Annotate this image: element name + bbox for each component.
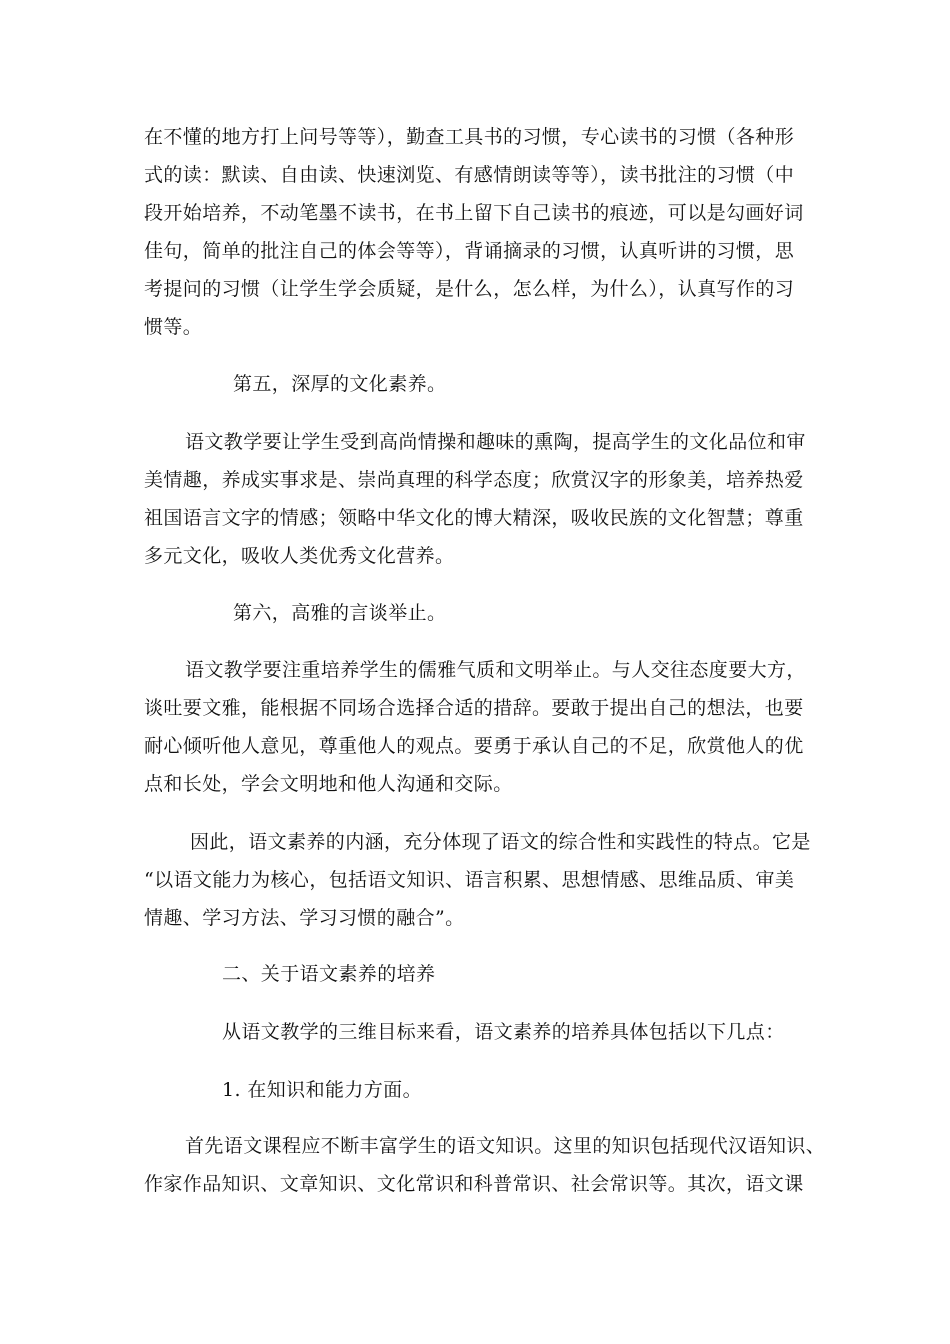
paragraph-line: 作家作品知识、文章知识、文化常识和科普常识、社会常识等。其次，语文课: [144, 1173, 804, 1195]
paragraph-line: 祖国语言文字的情感；领略中华文化的博大精深，吸收民族的文化智慧；尊重: [144, 507, 804, 529]
paragraph-line: 佳句，简单的批注自己的体会等等），背诵摘录的习惯，认真听讲的习惯，思: [144, 240, 795, 262]
paragraph-line: 耐心倾听他人意见，尊重他人的观点。要勇于承认自己的不足，欣赏他人的优: [144, 735, 804, 757]
paragraph-line: 考提问的习惯（让学生学会质疑，是什么，怎么样，为什么），认真写作的习: [144, 278, 795, 300]
paragraph-line: 语文教学要注重培养学生的儒雅气质和文明举止。与人交往态度要大方，: [185, 659, 806, 681]
paragraph-line: 因此，语文素养的内涵，充分体现了语文的综合性和实践性的特点。它是: [190, 831, 811, 853]
paragraph-line: 语文教学要让学生受到高尚情操和趣味的熏陶，提高学生的文化品位和审: [185, 431, 806, 453]
section-heading: 二、关于语文素养的培养: [222, 963, 436, 985]
section-heading: 第五，深厚的文化素养。: [233, 373, 447, 395]
subsection-heading: 1. 在知识和能力方面。: [222, 1079, 422, 1101]
paragraph-line: 惯等。: [144, 316, 203, 338]
paragraph-line: 谈吐要文雅，能根据不同场合选择合适的措辞。要敢于提出自己的想法，也要: [144, 697, 804, 719]
paragraph-line: 首先语文课程应不断丰富学生的语文知识。这里的知识包括现代汉语知识、: [185, 1135, 826, 1157]
section-heading: 第六，高雅的言谈举止。: [233, 602, 447, 624]
paragraph-line: 点和长处，学会文明地和他人沟通和交际。: [144, 773, 513, 795]
paragraph-line: 情趣、学习方法、学习习惯的融合”。: [144, 907, 465, 929]
paragraph-line: 在不懂的地方打上问号等等），勤查工具书的习惯，专心读书的习惯（各种形: [144, 126, 795, 148]
paragraph-line: 式的读：默读、自由读、快速浏览、有感情朗读等等），读书批注的习惯（中: [144, 164, 795, 186]
intro-line: 从语文教学的三维目标来看，语文素养的培养具体包括以下几点：: [222, 1021, 785, 1043]
paragraph-line: 美情趣，养成实事求是、崇尚真理的科学态度；欣赏汉字的形象美，培养热爱: [144, 469, 804, 491]
paragraph-line: 多元文化，吸收人类优秀文化营养。: [144, 545, 455, 567]
paragraph-line: 段开始培养，不动笔墨不读书，在书上留下自己读书的痕迹，可以是勾画好词: [144, 202, 804, 224]
paragraph-line: “以语文能力为核心，包括语文知识、语言积累、思想情感、思维品质、审美: [144, 869, 795, 891]
